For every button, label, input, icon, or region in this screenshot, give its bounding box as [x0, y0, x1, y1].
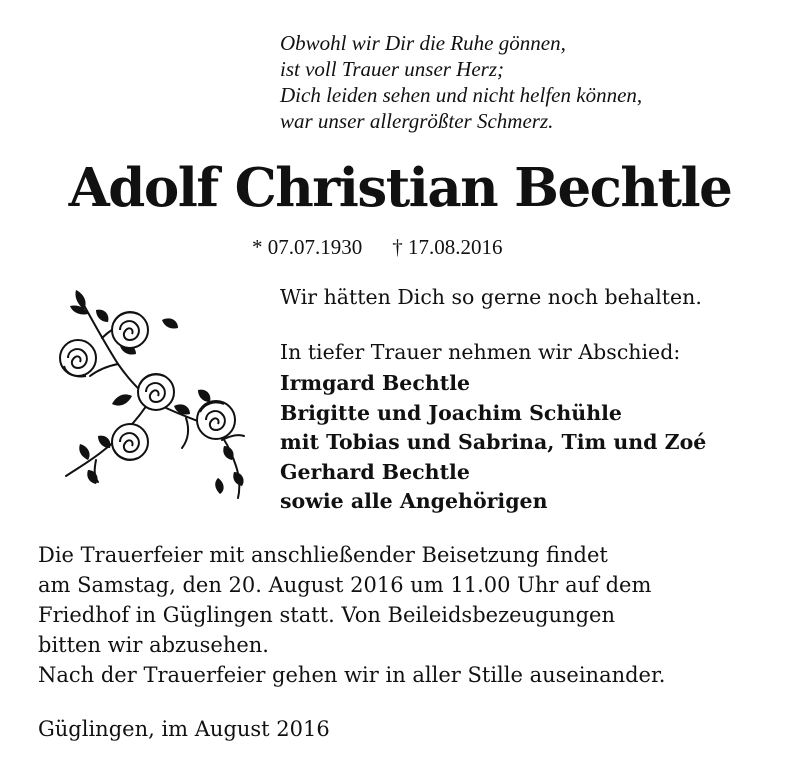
deceased-name: Adolf Christian Bechtle	[68, 157, 732, 219]
life-dates	[252, 234, 503, 260]
mourning-intro: In tiefer Trauer nehmen wir Abschied:	[280, 340, 681, 364]
ceremony-line: Nach der Trauerfeier gehen wir in aller Stille auseinander.	[38, 663, 666, 687]
poem-line: Dich leiden sehen und nicht helfen können,	[280, 83, 643, 107]
poem-line: Obwohl wir Dir die Ruhe gönnen,	[280, 31, 566, 55]
mourner-name: Irmgard Bechtle	[280, 371, 471, 395]
death-date: † 17.08.2016	[392, 235, 503, 259]
poem-line: ist voll Trauer unser Herz;	[280, 57, 505, 81]
place-and-date: Güglingen, im August 2016	[38, 717, 330, 741]
poem	[280, 30, 642, 134]
message-column	[280, 282, 706, 517]
mourners-list	[280, 369, 706, 517]
ceremony-line: Die Trauerfeier mit anschließender Beisetzung findet	[38, 543, 608, 567]
mourner-name: Brigitte und Joachim Schühle	[280, 400, 622, 425]
birth-date: * 07.07.1930	[252, 235, 363, 259]
mourner-name: sowie alle Angehörigen	[280, 489, 548, 513]
ceremony-notice	[38, 540, 665, 690]
mourner-name: mit Tobias und Sabrina, Tim und Zoé	[280, 430, 707, 454]
ceremony-line: bitten wir abzusehen.	[38, 633, 269, 657]
rose-branch-icon	[58, 280, 258, 508]
farewell-quote: Wir hätten Dich so gerne noch behalten.	[280, 285, 702, 309]
ceremony-line: Friedhof in Güglingen statt. Von Beileidsbezeugungen	[38, 603, 615, 627]
poem-line: war unser allergrößter Schmerz.	[280, 109, 554, 133]
ceremony-line: am Samstag, den 20. August 2016 um 11.00 Uhr auf dem	[38, 573, 652, 597]
mourner-name: Gerhard Bechtle	[280, 459, 470, 484]
